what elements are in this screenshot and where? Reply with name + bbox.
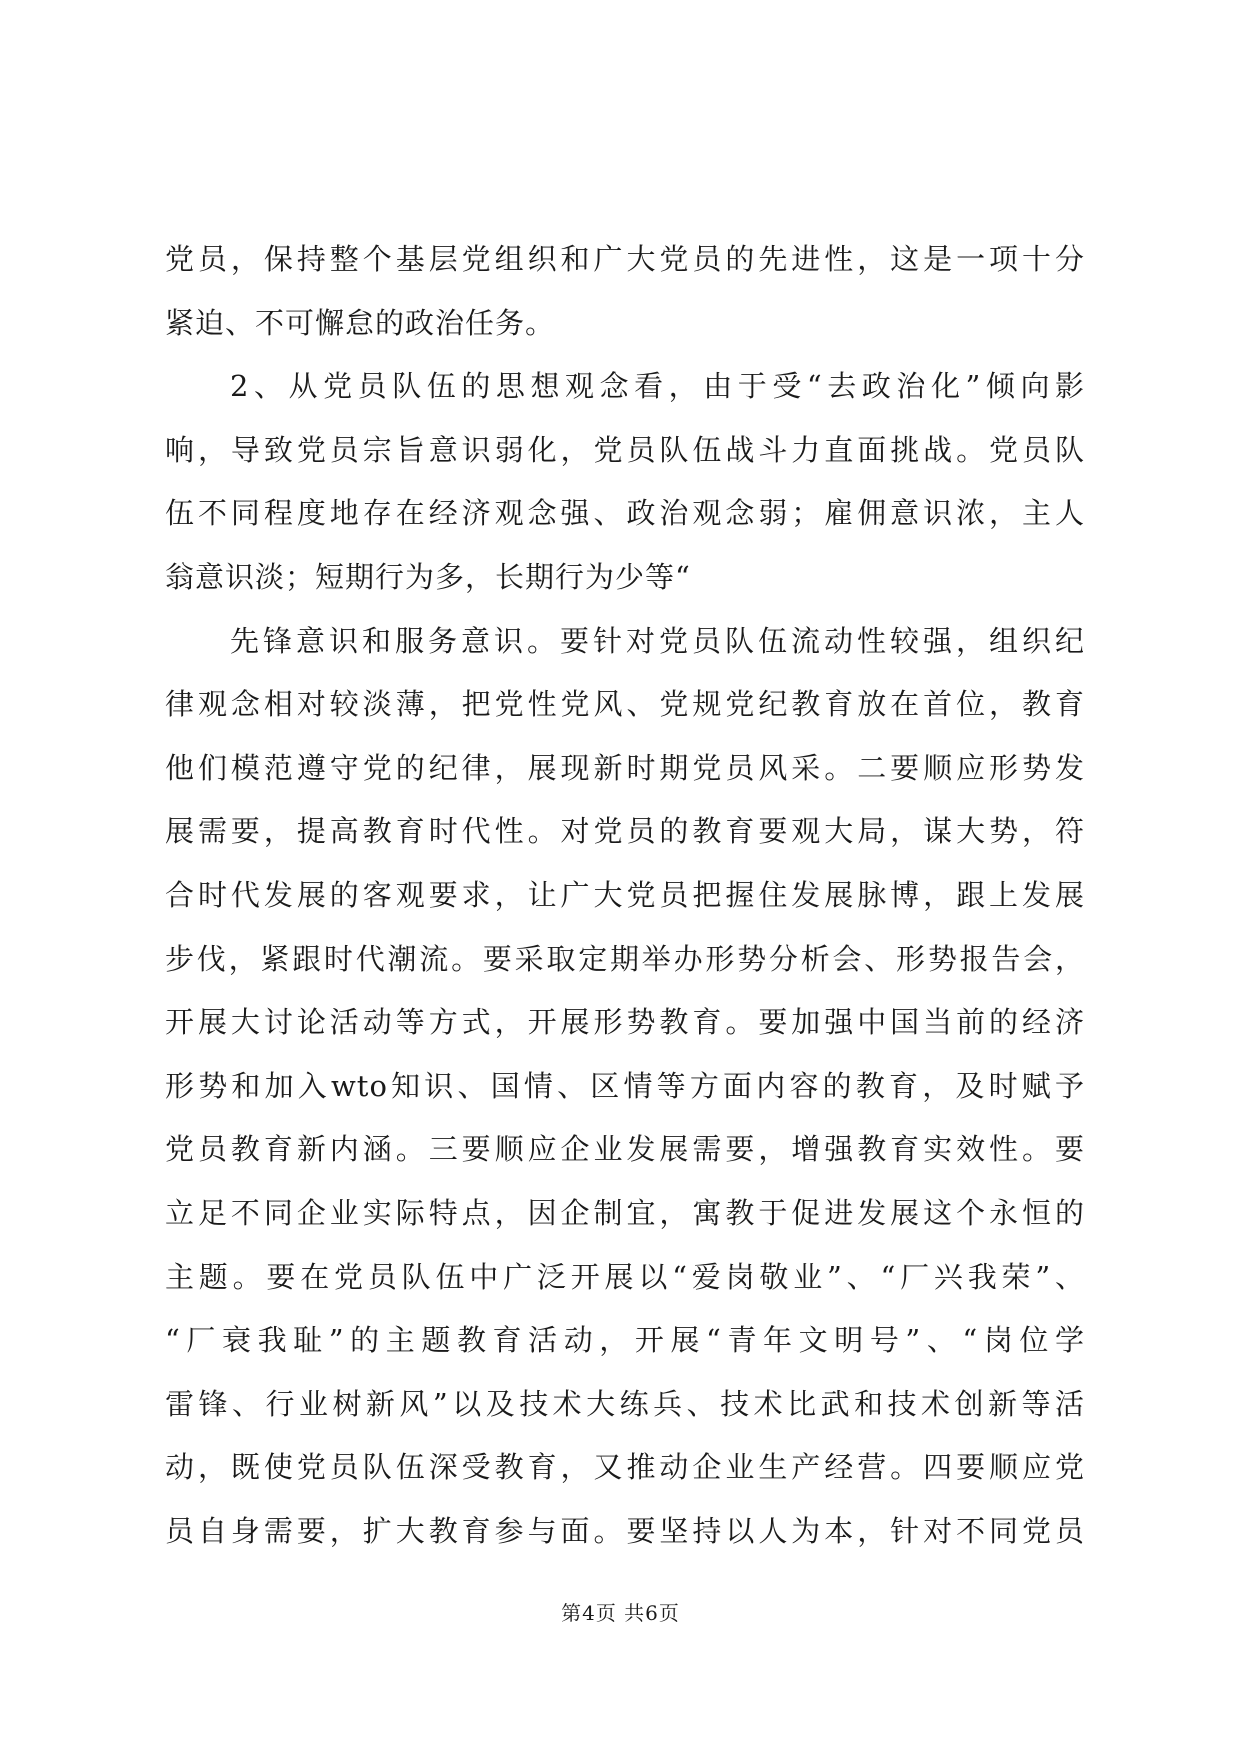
text-line: 主题。要在党员队伍中广泛开展以“爱岗敬业”、“厂兴我荣”、: [165, 1259, 1085, 1294]
text-line: 律观念相对较淡薄，把党性党风、党规党纪教育放在首位，教育: [165, 687, 1085, 722]
text-line: 党员，保持整个基层党组织和广大党员的先进性，这是一项十分: [165, 242, 1085, 276]
text-line: 响，导致党员宗旨意识弱化，党员队伍战斗力直面挑战。党员队: [165, 432, 1085, 467]
page-number-footer: 第4页 共6页: [561, 1601, 680, 1625]
text-line: 他们模范遵守党的纪律，展现新时期党员风采。二要顺应形势发: [165, 750, 1085, 785]
text-line: 形势和加入wto知识、国情、区情等方面内容的教育，及时赋予: [165, 1068, 1085, 1103]
text-line: 员自身需要，扩大教育参与面。要坚持以人为本，针对不同党员: [165, 1513, 1085, 1548]
text-line: 雷锋、行业树新风”以及技术大练兵、技术比武和技术创新等活: [165, 1386, 1085, 1421]
text-line: 伍不同程度地存在经济观念强、政治观念弱；雇佣意识浓，主人: [165, 496, 1085, 531]
text-line: 开展大讨论活动等方式，开展形势教育。要加强中国当前的经济: [165, 1005, 1085, 1040]
text-line: 党员教育新内涵。三要顺应企业发展需要，增强教育实效性。要: [165, 1132, 1085, 1167]
body-text: [165, 228, 1085, 1563]
text-line: 步伐，紧跟时代潮流。要采取定期举办形势分析会、形势报告会，: [165, 941, 1085, 976]
text-line: 动，既使党员队伍深受教育，又推动企业生产经营。四要顺应党: [165, 1450, 1085, 1485]
text-line: 合时代发展的客观要求，让广大党员把握住发展脉博，跟上发展: [165, 877, 1085, 912]
text-line: 立足不同企业实际特点，因企制宜，寓教于促进发展这个永恒的: [165, 1195, 1085, 1230]
text-line: “厂衰我耻”的主题教育活动，开展“青年文明号”、“岗位学: [165, 1323, 1085, 1358]
text-line: 展需要，提高教育时代性。对党员的教育要观大局，谋大势，符: [165, 814, 1085, 849]
text-line: 紧迫、不可懈怠的政治任务。: [165, 305, 556, 340]
paragraph-first-line: 先锋意识和服务意识。要针对党员队伍流动性较强，组织纪: [230, 623, 1085, 658]
text-line: 翁意识淡；短期行为多，长期行为少等“: [165, 559, 691, 594]
paragraph-first-line: 2、从党员队伍的思想观念看，由于受“去政治化”倾向影: [230, 369, 1085, 404]
